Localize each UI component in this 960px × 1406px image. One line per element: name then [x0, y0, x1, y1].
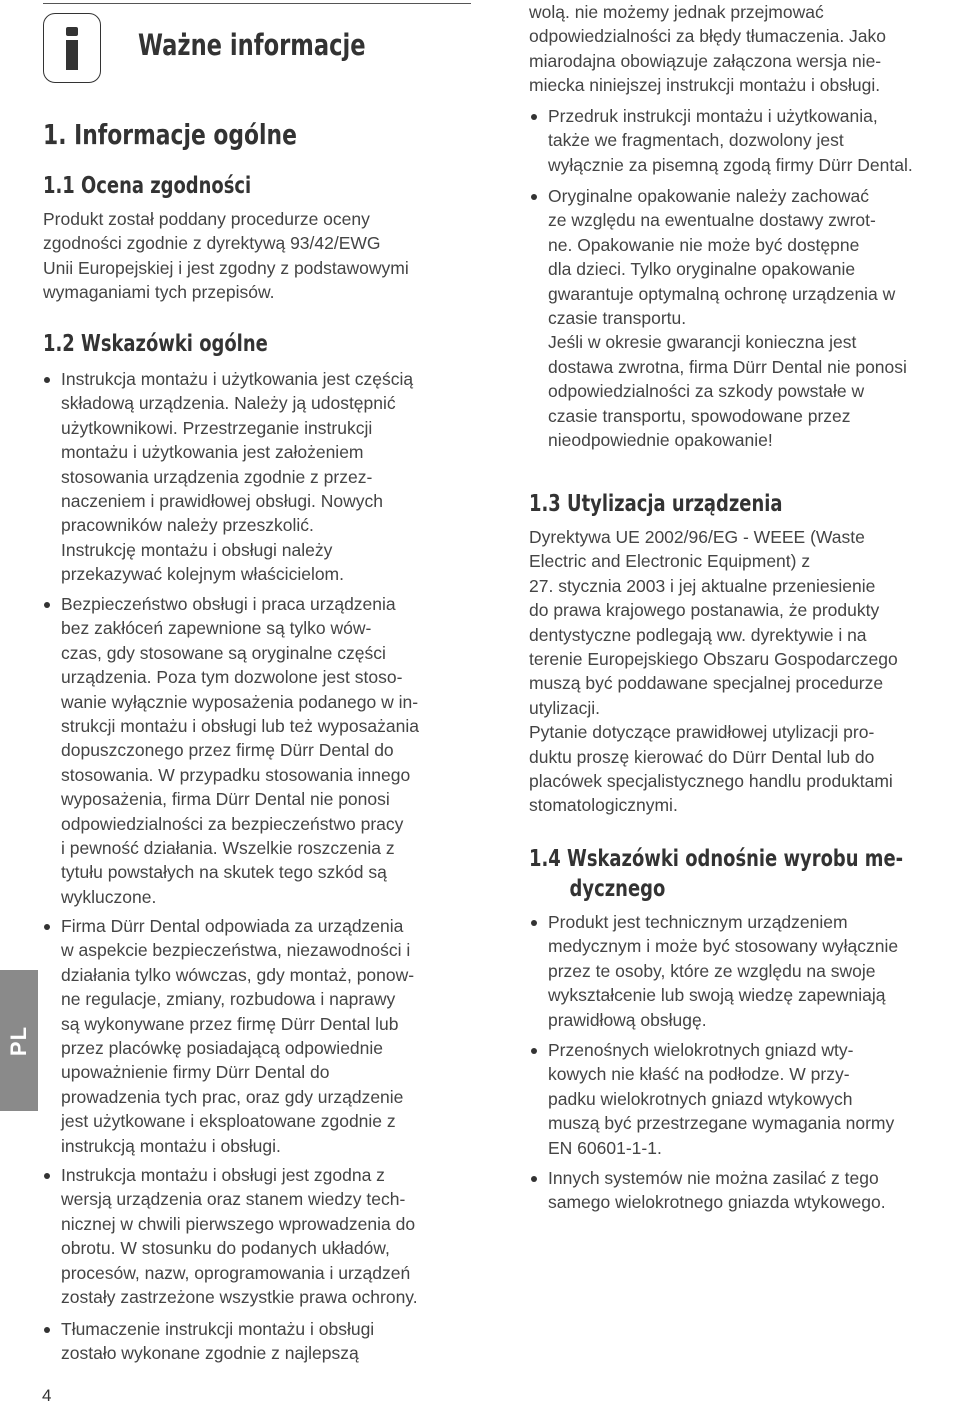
text-line: czas, gdy stosowane są oryginalne części	[61, 642, 386, 663]
bullet-item	[61, 1317, 374, 1366]
text-line: pracowników należy przeszkolić.	[61, 515, 314, 536]
text-line: obrotu. W stosunku do podanych układów,	[61, 1238, 390, 1259]
bullet-dot	[44, 924, 50, 930]
text-line: czasie transportu.	[548, 308, 687, 329]
text-line: nieodpowiednie opakowanie!	[548, 430, 773, 451]
text-line: dopuszczonego przez firmę Dürr Dental do	[61, 740, 394, 761]
section-1-3-text	[529, 525, 898, 818]
bullet-item	[548, 184, 907, 452]
text-line: zgodności zgodnie z dyrektywą 93/42/EWG	[43, 233, 381, 254]
section-1-title: 1. Informacje ogólne	[43, 118, 297, 151]
text-line: Przedruk instrukcji montażu i użytkowania,	[548, 106, 878, 126]
bullet-dot	[531, 194, 537, 200]
text-line: i pewność działania. Wszelkie roszczenia z	[61, 838, 395, 859]
text-line: stosowania. W przypadku stosowania innego	[61, 764, 411, 785]
text-line: ne. Opakowanie nie może być dostępne	[548, 234, 860, 255]
text-line: wykształcenie lub swoją wiedzę zapewniają	[548, 985, 886, 1006]
bullet-dot	[531, 920, 537, 926]
text-line: miarodajna obowiązuje załączona wersja nie-	[529, 50, 882, 71]
text-line: do prawa krajowego postanawia, że produkty	[529, 600, 880, 621]
text-line: upoważnienie firmy Dürr Dental do	[61, 1062, 330, 1083]
text-line: wymaganiami tych przepisów.	[43, 282, 275, 303]
language-tab-label: PL	[6, 1025, 31, 1056]
top-rule	[43, 3, 471, 4]
text-line: urządzenia. Poza tym dozwolone jest stoso-	[61, 667, 403, 688]
text-line: Oryginalne opakowanie należy zachować	[548, 186, 870, 206]
section-1-1-text	[43, 207, 409, 305]
text-line: wyposażenia, firma Dürr Dental nie ponosi	[61, 789, 390, 810]
text-line: Produkt został poddany procedurze oceny	[43, 209, 370, 229]
text-line: dla dzieci. Tylko oryginalne opakowanie	[548, 259, 856, 280]
bullet-item	[548, 910, 898, 1032]
bullet-dot	[44, 1173, 50, 1179]
bullet-dot	[531, 1048, 537, 1054]
page-title: Ważne informacje	[138, 28, 366, 62]
text-line: działania tylko wówczas, gdy montaż, ponow-	[61, 964, 415, 985]
text-line: prowadzenia tych prac, oraz gdy urządzenie	[61, 1086, 404, 1107]
text-line: Innych systemów nie można zasilać z tego	[548, 1168, 879, 1188]
text-line: jest użytkowane i eksploatowane zgodnie z	[61, 1111, 396, 1132]
text-line: procesów, nazw, oprogramowania i urządzeń	[61, 1262, 411, 1283]
text-line: dostawa zwrotna, firma Dürr Dental nie ponosi	[548, 356, 907, 377]
text-line: stosowania urządzenia zgodnie z przez-	[61, 466, 373, 487]
text-line: terenie Europejskiego Obszaru Gospodarczego	[529, 649, 898, 670]
info-icon-dot	[66, 27, 78, 36]
text-line: wykluczone.	[61, 886, 157, 907]
text-line: zostało wykonane zgodnie z najlepszą	[61, 1343, 359, 1364]
text-line: czasie transportu, spowodowane przez	[548, 405, 851, 426]
bullet-dot	[44, 602, 50, 608]
section-1-4-title-line: dycznego	[569, 876, 666, 902]
bullet-item	[61, 367, 413, 587]
text-line: Jeśli w okresie gwarancji konieczna jest	[548, 332, 857, 353]
bullet-dot	[44, 1327, 50, 1333]
text-line: EN 60601-1-1.	[548, 1137, 662, 1158]
text-line: prawidłową obsługę.	[548, 1009, 707, 1030]
text-line: wanie wyłącznie wyposażenia podanego w in-	[61, 691, 419, 712]
section-1-4-title	[529, 846, 903, 902]
text-line: muszą być przestrzegane wymagania normy	[548, 1113, 895, 1134]
text-line: Firma Dürr Dental odpowiada za urządzenia	[61, 916, 404, 936]
text-line: 27. stycznia 2003 i jej aktualne przeniesienie	[529, 575, 876, 596]
section-1-1-title: 1.1 Ocena zgodności	[43, 173, 252, 199]
text-line: przez placówkę posiadającą odpowiednie	[61, 1038, 384, 1059]
text-line: wyłącznie za pisemną zgodą firmy Dürr Dental.	[548, 154, 913, 175]
text-line: stomatologicznymi.	[529, 795, 678, 816]
bullet-item	[548, 1166, 886, 1215]
bullet-item	[548, 1038, 894, 1160]
text-line: utylizacji.	[529, 697, 600, 718]
text-line: naczeniem i prawidłowej obsługi. Nowych	[61, 491, 383, 512]
text-line: przekazywać kolejnym właścicielom.	[61, 564, 344, 585]
text-line: także we fragmentach, dozwolony jest	[548, 130, 844, 151]
bullet-item	[61, 592, 419, 909]
text-line: użytkownikowi. Przestrzeganie instrukcji	[61, 417, 373, 438]
info-icon	[43, 13, 101, 83]
text-line: Pytanie dotyczące prawidłowej utylizacji pro-	[529, 722, 875, 743]
text-line: Produkt jest technicznym urządzeniem	[548, 912, 848, 932]
bullet-item	[61, 1163, 418, 1309]
text-line: Bezpieczeństwo obsługi i praca urządzenia	[61, 594, 396, 614]
text-line: zostały zastrzeżone wszystkie prawa ochrony.	[61, 1287, 418, 1308]
text-line: kowych nie kłaść na podłodze. W przy-	[548, 1064, 850, 1085]
text-line: odpowiedzialności za szkody powstałe w	[548, 381, 865, 402]
bullet-dot	[44, 377, 50, 383]
text-line: Dyrektywa UE 2002/96/EG - WEEE (Waste	[529, 527, 865, 547]
text-line: padku wielokrotnych gniazd wtykowych	[548, 1088, 853, 1109]
text-line: Instrukcja montażu i użytkowania jest częścią	[61, 369, 414, 389]
text-line: ze względu na ewentualne dostawy zwrot-	[548, 210, 876, 231]
text-line: bez zakłóceń zapewnione są tylko wów-	[61, 618, 372, 639]
text-line: odpowiedzialności za bezpieczeństwo pracy	[61, 813, 404, 834]
bullet-dot	[531, 1176, 537, 1182]
text-line: samego wielokrotnego gniazda wtykowego.	[548, 1192, 886, 1213]
text-line: Instrukcję montażu i obsługi należy	[61, 539, 333, 560]
text-line: muszą być poddawane specjalnej procedurze	[529, 673, 884, 694]
text-line: dentystyczne podlegają ww. dyrektywie i na	[529, 624, 867, 645]
text-line: miecka niniejszej instrukcji montażu i obsługi.	[529, 75, 881, 96]
bullet-item	[548, 104, 913, 177]
text-line: nicznej w chwili pierwszego wprowadzenia do	[61, 1213, 416, 1234]
bullet-dot	[531, 114, 537, 120]
text-line: przez te osoby, które ze względu na swoje	[548, 960, 876, 981]
text-line: montażu i użytkowania jest założeniem	[61, 442, 364, 463]
text-line: Tłumaczenie instrukcji montażu i obsługi	[61, 1319, 375, 1339]
text-line: Electric and Electronic Equipment) z	[529, 551, 811, 572]
text-line: gwarantuje optymalną ochronę urządzenia w	[548, 283, 896, 304]
text-line: składową urządzenia. Należy ją udostępnić	[61, 393, 396, 414]
text-line: w aspekcie bezpieczeństwa, niezawodności i	[61, 940, 411, 961]
text-line: odpowiedzialności za błędy tłumaczenia. Jako	[529, 26, 887, 47]
text-line: wolą. nie możemy jednak przejmować	[529, 2, 824, 22]
text-line: są wykonywane przez firmę Dürr Dental lub	[61, 1013, 399, 1034]
text-line: strukcji montażu i obsługi lub też wyposażania	[61, 716, 419, 737]
text-line: ne regulacje, zmiany, rozbudowa i naprawy	[61, 989, 396, 1010]
text-line: Unii Europejskiej i jest zgodny z podstawowymi	[43, 257, 409, 278]
text-line: Instrukcja montażu i obsługi jest zgodna z	[61, 1165, 385, 1185]
section-1-3-title: 1.3 Utylizacja urządzenia	[529, 491, 783, 517]
continued-text	[529, 0, 886, 98]
section-1-4-title-line: 1.4 Wskazówki odnośnie wyrobu me-	[529, 846, 904, 872]
page-number: 4	[42, 1386, 52, 1405]
text-line: Przenośnych wielokrotnych gniazd wty-	[548, 1040, 854, 1060]
language-tab	[0, 970, 38, 1111]
text-line: instrukcją montażu i obsługi.	[61, 1135, 281, 1156]
text-line: duktu proszę kierować do Dürr Dental lub do	[529, 746, 875, 767]
bullet-item	[61, 914, 414, 1158]
text-line: tytułu powstałych na skutek tego szkód są	[61, 862, 387, 883]
text-line: wersją urządzenia oraz stanem wiedzy tech-	[61, 1189, 406, 1210]
section-1-2-title: 1.2 Wskazówki ogólne	[43, 331, 268, 357]
text-line: placówek specjalistycznego handlu produktami	[529, 771, 893, 792]
info-icon-stem	[66, 40, 78, 70]
text-line: medycznym i może być stosowany wyłącznie	[548, 936, 899, 957]
